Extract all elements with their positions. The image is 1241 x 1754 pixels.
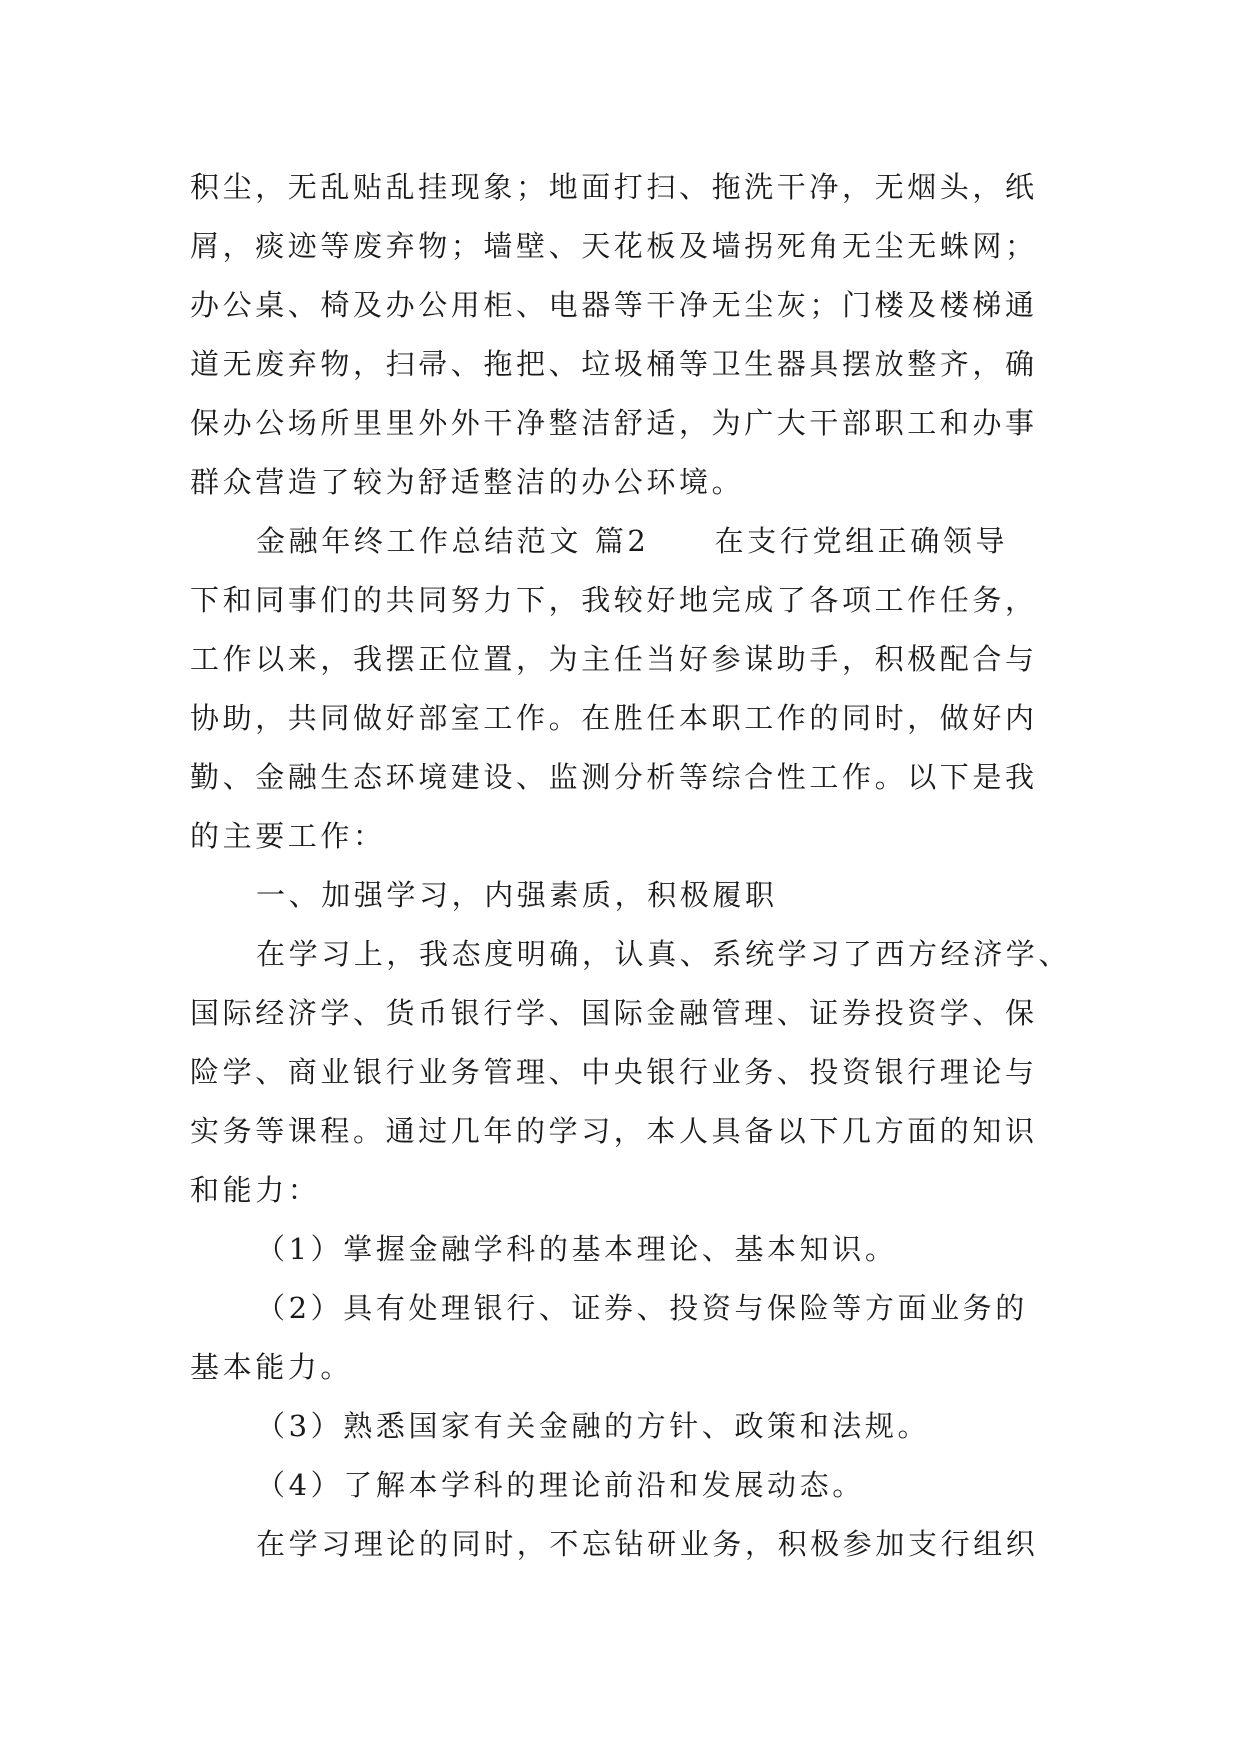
text-line: 协助，共同做好部室工作。在胜任本职工作的同时，做好内 bbox=[190, 701, 1038, 735]
text-line: （3）熟悉国家有关金融的方针、政策和法规。 bbox=[256, 1409, 931, 1443]
text-line: 一、加强学习，内强素质，积极履职 bbox=[256, 878, 778, 912]
text-line: （4）了解本学科的理论前沿和发展动态。 bbox=[256, 1468, 865, 1502]
paragraph-article2-intro bbox=[190, 512, 1060, 866]
list-item-1 bbox=[190, 1220, 1060, 1279]
text-line: 在学习上，我态度明确，认真、系统学习了西方经济学、 bbox=[256, 937, 1072, 971]
document-body bbox=[190, 158, 1072, 1574]
text-line: 在学习理论的同时，不忘钻研业务，积极参加支行组织 bbox=[256, 1527, 1039, 1561]
text-line: 保办公场所里里外外干净整洁舒适，为广大干部职工和办事 bbox=[190, 406, 1038, 440]
text-line: 道无废弃物，扫帚、拖把、垃圾桶等卫生器具摆放整齐，确 bbox=[190, 347, 1038, 381]
text-line: 和能力： bbox=[190, 1173, 321, 1207]
paragraph-cleanliness bbox=[190, 158, 1060, 512]
text-line: （1）掌握金融学科的基本理论、基本知识。 bbox=[256, 1232, 898, 1266]
text-line: 基本能力。 bbox=[190, 1350, 354, 1384]
text-line: 工作以来，我摆正位置，为主任当好参谋助手，积极配合与 bbox=[190, 642, 1038, 676]
text-line: 国际经济学、货币银行学、国际金融管理、证券投资学、保 bbox=[190, 996, 1038, 1030]
text-line: 下和同事们的共同努力下，我较好地完成了各项工作任务， bbox=[190, 583, 1038, 617]
text-line: 实务等课程。通过几年的学习，本人具备以下几方面的知识 bbox=[190, 1114, 1038, 1148]
paragraph-study bbox=[190, 925, 1072, 1220]
text-line: 险学、商业银行业务管理、中央银行业务、投资银行理论与 bbox=[190, 1055, 1038, 1089]
text-line: 的主要工作： bbox=[190, 819, 386, 853]
text-line: 办公桌、椅及办公用柜、电器等干净无尘灰；门楼及楼梯通 bbox=[190, 288, 1038, 322]
text-line: 金融年终工作总结范文 篇2 在支行党组正确领导 bbox=[256, 524, 1009, 558]
text-line: 积尘，无乱贴乱挂现象；地面打扫、拖洗干净，无烟头，纸 bbox=[190, 170, 1038, 204]
text-line: （2）具有处理银行、证券、投资与保险等方面业务的 bbox=[256, 1291, 1028, 1325]
section-heading bbox=[190, 866, 1060, 925]
list-item-4 bbox=[190, 1456, 1060, 1515]
paragraph-practice bbox=[190, 1515, 1060, 1574]
text-line: 屑，痰迹等废弃物；墙壁、天花板及墙拐死角无尘无蛛网； bbox=[190, 229, 1038, 263]
list-item-3 bbox=[190, 1397, 1060, 1456]
list-item-2 bbox=[190, 1279, 1060, 1397]
text-line: 勤、金融生态环境建设、监测分析等综合性工作。以下是我 bbox=[190, 760, 1038, 794]
text-line: 群众营造了较为舒适整洁的办公环境。 bbox=[190, 465, 745, 499]
